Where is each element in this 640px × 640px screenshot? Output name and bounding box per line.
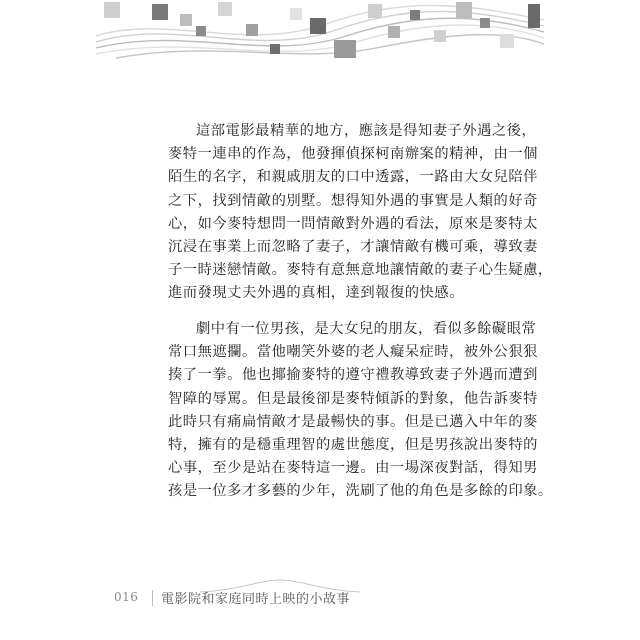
header-decoration — [96, 0, 544, 62]
text-line: 智障的辱罵。但是最後卻是麥特傾訴的對象，他告訴麥特 — [168, 390, 538, 407]
text-line: 麥特一連串的作為，他發揮偵探柯南辦案的精神，由一個 — [168, 146, 538, 163]
text-line: 子一時迷戀情敵。麥特有意無意地讓情敵的妻子心生疑慮， — [168, 262, 553, 279]
text-line: 此時只有痛扁情敵才是最暢快的事。但是已邁入中年的麥 — [168, 413, 538, 430]
text-line: 特，擁有的是穩重理智的處世態度，但是男孩說出麥特的 — [168, 437, 538, 454]
book-title: 電影院和家庭同時上映的小故事 — [161, 592, 351, 607]
footer-divider — [152, 590, 153, 606]
page-number: 016 — [114, 590, 139, 604]
text-line: 心事，至少是站在麥特這一邊。由一場深夜對話，得知男 — [168, 460, 538, 477]
text-line: 這部電影最精華的地方，應該是得知妻子外遇之後， — [196, 123, 537, 139]
text-line: 劇中有一位男孩，是大女兒的朋友，看似多餘礙眼常 — [196, 321, 537, 337]
paragraph-2 — [168, 318, 553, 504]
text-line: 心，如今麥特想問一問情敵對外遇的看法，原來是麥特太 — [168, 215, 538, 232]
text-line: 之下，找到情敵的別墅。想得知外遇的事實是人類的好奇 — [168, 192, 538, 209]
text-line: 孩是一位多才多藝的少年，洗刷了他的角色是多餘的印象。 — [168, 483, 553, 500]
text-line: 沉浸在事業上而忽略了妻子，才讓情敵有機可乘，導致妻 — [168, 239, 538, 256]
text-line: 進而發現丈夫外遇的真相，達到報復的快感。 — [168, 285, 464, 302]
page-footer — [0, 570, 640, 610]
text-line: 陌生的名字，和親戚朋友的口中透露，一路由大女兒陪伴 — [168, 169, 538, 186]
text-line: 常口無遮攔。當他嘲笑外婆的老人癡呆症時，被外公狠狠 — [168, 344, 538, 361]
paragraph-1 — [168, 120, 553, 306]
text-line: 揍了一拳。他也揶揄麥特的遵守禮教導致妻子外遇而遭到 — [168, 367, 538, 384]
